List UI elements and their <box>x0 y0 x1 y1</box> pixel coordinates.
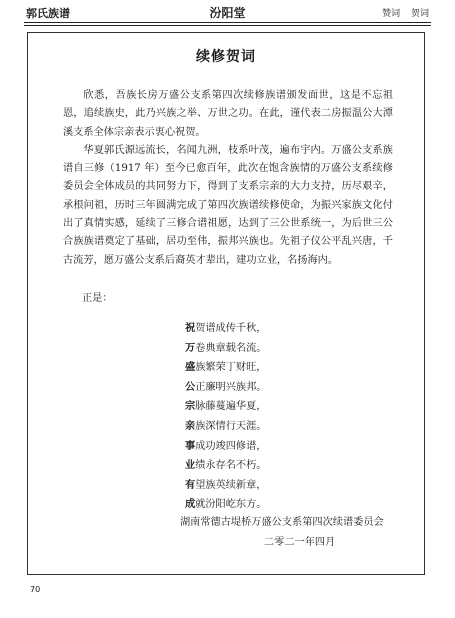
poem-head-char: 万 <box>185 341 196 354</box>
poem-line-rest: 族深情行天涯。 <box>195 420 267 432</box>
poem-head-char: 公 <box>185 380 196 393</box>
header-rule-thin <box>24 25 431 26</box>
poem-line-rest: 绩永存名不朽。 <box>195 460 267 472</box>
poem-line-rest: 脉藤蔓遍华夏， <box>195 401 267 413</box>
poem-line <box>185 319 267 339</box>
poem-head-char: 有 <box>185 478 196 491</box>
poem-head-char: 祝 <box>185 322 196 334</box>
poem-head-char: 业 <box>185 459 196 472</box>
header-rule-thick <box>24 22 431 23</box>
poem-line-rest: 就汾阳屹东方。 <box>195 499 267 511</box>
poem-line <box>185 417 267 437</box>
poem-head-char: 事 <box>185 439 196 452</box>
poem-line <box>185 437 267 457</box>
acrostic-poem <box>185 319 267 515</box>
header-section-heci: 贺词 <box>410 9 429 19</box>
poem-head-char: 亲 <box>185 419 196 432</box>
poem-line <box>185 476 267 496</box>
poem-head-char: 成 <box>185 498 196 511</box>
poem-line-rest: 望族英续新章， <box>195 479 267 491</box>
poem-intro: 正是： <box>82 293 113 304</box>
poem-head-char: 盛 <box>185 361 196 374</box>
poem-line <box>185 339 267 359</box>
header-book-title: 郭氏族谱 <box>26 7 70 20</box>
header-section-zanci: 赞词 <box>382 9 401 19</box>
poem-line <box>185 456 267 476</box>
poem-line-rest: 贺谱成传千秋， <box>195 323 267 334</box>
paragraph-2: 华夏郭氏源远流长，名闻九洲，枝系叶茂，遍布宇内。万盛公支系族谱自三修（1917 年）至今已愈百年，此次在饱含族情的万盛公支系续修委员会全体成员的共同努力下，得到了支系宗亲的大力支持，历尽艰辛，承根问祖，历时三年圆满完成了第四次族谱续修使命，为振兴家族文化付出了真情实感，延续了三修合谱祖愿，达到了三公世系统一，为后世三公合族族谱奠定了基础，居功至伟，振邦兴族也。先祖子仪公平乱兴唐，千古流芳，愿万盛公支系后裔英才辈出，建功立业，名扬海内。 <box>63 144 393 266</box>
body-text <box>63 87 393 270</box>
signature: 湖南常德古堤桥万盛公支系第四次续谱委员会 <box>180 517 384 528</box>
page-header <box>24 0 431 21</box>
poem-line-rest: 卷典章载名流。 <box>195 342 267 354</box>
poem-line-rest: 成功竣四修谱， <box>195 440 267 452</box>
poem-line <box>185 378 267 398</box>
date: 二零二一年四月 <box>264 537 336 548</box>
poem-line <box>185 495 267 515</box>
page-title: 续修贺词 <box>196 49 256 65</box>
page-number: 70 <box>30 585 41 594</box>
poem-line <box>185 397 267 417</box>
header-hall-name: 汾阳堂 <box>209 6 246 20</box>
poem-line <box>185 358 267 378</box>
paragraph-1: 欣悉，吾族长房万盛公支系第四次续修族谱颁发面世，这是不忘祖恩，追续族史，此乃兴族之举、万世之功。在此，谨代表二房振温公大潭溪支系全体宗亲表示衷心祝贺。 <box>63 90 393 138</box>
poem-head-char: 宗 <box>185 400 196 413</box>
poem-line-rest: 正廉明兴族邦。 <box>195 381 267 393</box>
header-section-labels <box>382 6 429 19</box>
poem-line-rest: 族繁荣丁财旺， <box>195 362 267 374</box>
